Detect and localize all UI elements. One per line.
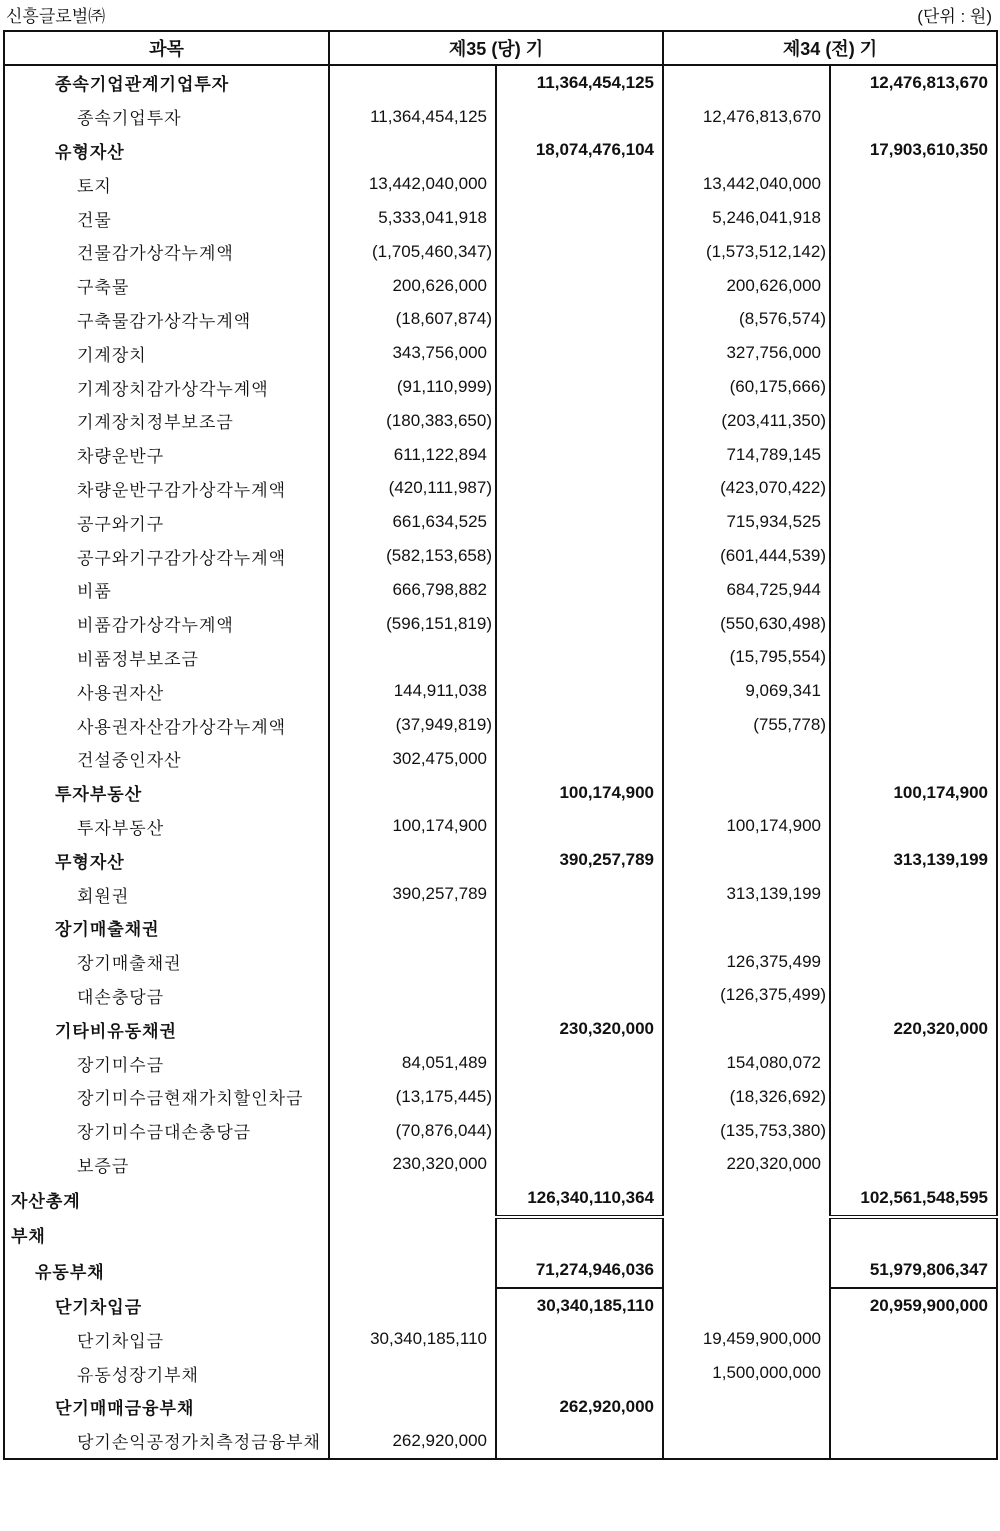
table-row — [4, 1356, 997, 1390]
table-row — [4, 979, 997, 1013]
current-subtotal-amount — [496, 1080, 663, 1114]
account-label: 장기미수금 — [4, 1046, 329, 1080]
current-detail-amount — [329, 911, 496, 945]
prior-subtotal-amount — [830, 573, 997, 607]
prior-subtotal-amount: 313,139,199 — [893, 850, 988, 870]
current-subtotal-amount — [496, 810, 663, 844]
current-subtotal-amount — [496, 877, 663, 911]
account-label: 유동부채 — [4, 1253, 329, 1288]
column-header-item: 과목 — [4, 31, 329, 65]
account-label: 비품 — [4, 573, 329, 607]
prior-detail-amount: 220,320,000 — [663, 1148, 830, 1182]
current-subtotal-amount — [496, 235, 663, 269]
prior-subtotal-amount — [830, 1217, 997, 1253]
current-subtotal-amount — [496, 742, 663, 776]
table-row — [4, 100, 997, 134]
account-label: 공구와기구감가상각누계액 — [4, 539, 329, 573]
prior-subtotal-amount — [830, 472, 997, 506]
prior-detail-amount: (550,630,498) — [663, 607, 830, 641]
prior-subtotal-amount — [830, 167, 997, 201]
prior-detail-amount: 100,174,900 — [663, 810, 830, 844]
current-subtotal-amount: 71,274,946,036 — [496, 1253, 663, 1288]
current-detail-amount: 302,475,000 — [329, 742, 496, 776]
prior-detail-amount — [663, 911, 830, 945]
account-label: 보증금 — [4, 1148, 329, 1182]
prior-detail-amount: 714,789,145 — [663, 438, 830, 472]
prior-detail-amount — [663, 1390, 830, 1424]
current-detail-amount — [329, 1181, 496, 1217]
prior-subtotal-amount — [830, 911, 997, 945]
current-detail-amount: 5,333,041,918 — [329, 201, 496, 235]
table-row — [4, 776, 997, 810]
current-subtotal-amount — [496, 945, 663, 979]
table-row — [4, 134, 997, 168]
table-row — [4, 674, 997, 708]
prior-detail-amount: (601,444,539) — [663, 539, 830, 573]
current-detail-amount: (91,110,999) — [329, 370, 496, 404]
current-detail-amount — [329, 1253, 496, 1288]
prior-detail-amount: (8,576,574) — [663, 303, 830, 337]
prior-detail-amount: (203,411,350) — [663, 404, 830, 438]
current-subtotal-amount — [496, 1114, 663, 1148]
account-label: 단기차입금 — [4, 1322, 329, 1356]
table-row — [4, 201, 997, 235]
current-detail-amount — [329, 65, 496, 100]
prior-detail-amount: (423,070,422) — [663, 472, 830, 506]
prior-detail-amount: 19,459,900,000 — [663, 1322, 830, 1356]
prior-detail-amount — [663, 134, 830, 168]
account-label: 종속기업투자 — [4, 100, 329, 134]
current-detail-amount: 611,122,894 — [329, 438, 496, 472]
prior-detail-amount: 327,756,000 — [663, 336, 830, 370]
current-detail-amount: 11,364,454,125 — [329, 100, 496, 134]
current-detail-amount: 100,174,900 — [329, 810, 496, 844]
current-detail-amount — [329, 1012, 496, 1046]
prior-detail-amount — [663, 1217, 830, 1253]
account-label: 공구와기구 — [4, 505, 329, 539]
prior-detail-amount: (1,573,512,142) — [663, 235, 830, 269]
table-row — [4, 438, 997, 472]
table-row — [4, 1181, 997, 1217]
prior-detail-amount — [663, 1012, 830, 1046]
account-label: 기계장치 — [4, 336, 329, 370]
account-label: 단기매매금융부채 — [4, 1390, 329, 1424]
account-label: 기계장치정부보조금 — [4, 404, 329, 438]
prior-subtotal-amount — [830, 810, 997, 844]
prior-detail-amount: 126,375,499 — [663, 945, 830, 979]
prior-detail-amount: (755,778) — [663, 708, 830, 742]
current-subtotal-amount — [496, 438, 663, 472]
account-label: 무형자산 — [4, 843, 329, 877]
current-subtotal-amount — [496, 674, 663, 708]
account-label: 장기미수금대손충당금 — [4, 1114, 329, 1148]
prior-subtotal-amount: 17,903,610,350 — [869, 140, 988, 160]
current-detail-amount — [329, 843, 496, 877]
prior-subtotal-amount: 102,561,548,595 — [830, 1181, 997, 1217]
prior-detail-amount: (60,175,666) — [663, 370, 830, 404]
prior-subtotal-amount — [830, 539, 997, 573]
current-subtotal-amount: 30,340,185,110 — [496, 1288, 663, 1323]
table-row — [4, 336, 997, 370]
table-row — [4, 539, 997, 573]
table-row — [4, 404, 997, 438]
prior-subtotal-amount — [830, 742, 997, 776]
account-label: 비품감가상각누계액 — [4, 607, 329, 641]
current-subtotal-amount — [496, 708, 663, 742]
prior-subtotal-amount — [830, 1322, 997, 1356]
table-row — [4, 65, 997, 100]
account-label: 유동성장기부채 — [4, 1356, 329, 1390]
table-row — [4, 1080, 997, 1114]
current-subtotal-amount: 390,257,789 — [496, 843, 663, 877]
current-subtotal-amount: 126,340,110,364 — [496, 1181, 663, 1217]
company-name: 신흥글로벌㈜ — [6, 7, 106, 26]
prior-detail-amount — [663, 843, 830, 877]
table-row — [4, 573, 997, 607]
table-row — [4, 843, 997, 877]
prior-detail-amount: 200,626,000 — [663, 269, 830, 303]
account-label: 당기손익공정가치측정금융부채 — [4, 1424, 329, 1459]
prior-subtotal-amount — [830, 877, 997, 911]
prior-subtotal-amount — [830, 1046, 997, 1080]
prior-detail-amount — [663, 1424, 830, 1459]
table-row — [4, 641, 997, 675]
current-subtotal-amount — [496, 607, 663, 641]
account-label: 종속기업관계기업투자 — [4, 65, 329, 100]
prior-subtotal-amount — [830, 1356, 997, 1390]
current-detail-amount — [329, 1217, 496, 1253]
account-label: 사용권자산 — [4, 674, 329, 708]
prior-detail-amount — [663, 776, 830, 810]
table-row — [4, 1288, 997, 1323]
account-label: 투자부동산 — [4, 810, 329, 844]
current-subtotal-amount — [496, 573, 663, 607]
current-subtotal-amount — [496, 1217, 663, 1253]
account-label: 토지 — [4, 167, 329, 201]
prior-detail-amount — [663, 1253, 830, 1288]
prior-detail-amount: 313,139,199 — [663, 877, 830, 911]
table-header-row — [4, 31, 997, 65]
current-detail-amount: (37,949,819) — [329, 708, 496, 742]
table-row — [4, 1424, 997, 1459]
current-detail-amount: 144,911,038 — [329, 674, 496, 708]
current-detail-amount: 230,320,000 — [329, 1148, 496, 1182]
current-detail-amount — [329, 1356, 496, 1390]
account-label: 사용권자산감가상각누계액 — [4, 708, 329, 742]
balance-sheet-table — [3, 30, 998, 1460]
prior-detail-amount — [663, 1181, 830, 1217]
current-subtotal-amount — [496, 404, 663, 438]
prior-subtotal-amount — [830, 235, 997, 269]
prior-detail-amount — [663, 65, 830, 100]
prior-subtotal-amount: 12,476,813,670 — [869, 72, 988, 92]
current-subtotal-amount — [496, 1148, 663, 1182]
prior-detail-amount: (15,795,554) — [663, 641, 830, 675]
prior-detail-amount: (135,753,380) — [663, 1114, 830, 1148]
current-detail-amount: (1,705,460,347) — [329, 235, 496, 269]
current-detail-amount: 661,634,525 — [329, 505, 496, 539]
current-subtotal-amount — [496, 979, 663, 1013]
prior-subtotal-amount — [830, 641, 997, 675]
current-subtotal-amount: 11,364,454,125 — [496, 65, 663, 100]
prior-detail-amount: 715,934,525 — [663, 505, 830, 539]
current-subtotal-amount — [496, 269, 663, 303]
prior-subtotal-amount — [830, 201, 997, 235]
current-subtotal-amount — [496, 1356, 663, 1390]
table-row — [4, 810, 997, 844]
table-row — [4, 1046, 997, 1080]
prior-detail-amount: 5,246,041,918 — [663, 201, 830, 235]
current-subtotal-amount — [496, 303, 663, 337]
current-subtotal-amount: 100,174,900 — [496, 776, 663, 810]
current-detail-amount: 30,340,185,110 — [329, 1322, 496, 1356]
current-subtotal-amount: 18,074,476,104 — [496, 134, 663, 168]
prior-subtotal-amount: 51,979,806,347 — [830, 1253, 997, 1288]
table-row — [4, 472, 997, 506]
prior-subtotal-amount — [830, 269, 997, 303]
current-subtotal-amount — [496, 641, 663, 675]
prior-detail-amount: (126,375,499) — [663, 979, 830, 1013]
table-row — [4, 505, 997, 539]
table-row — [4, 1322, 997, 1356]
current-detail-amount — [329, 979, 496, 1013]
account-label: 건물감가상각누계액 — [4, 235, 329, 269]
prior-detail-amount: (18,326,692) — [663, 1080, 830, 1114]
current-detail-amount: 84,051,489 — [329, 1046, 496, 1080]
current-subtotal-amount — [496, 201, 663, 235]
prior-subtotal-amount — [830, 1424, 997, 1459]
current-detail-amount — [329, 134, 496, 168]
current-detail-amount — [329, 945, 496, 979]
prior-subtotal-amount — [830, 370, 997, 404]
prior-subtotal-amount — [830, 438, 997, 472]
table-row — [4, 235, 997, 269]
prior-subtotal-amount — [830, 505, 997, 539]
account-label: 유형자산 — [4, 134, 329, 168]
table-row — [4, 167, 997, 201]
account-label: 기계장치감가상각누계액 — [4, 370, 329, 404]
account-label: 자산총계 — [4, 1181, 329, 1217]
account-label: 단기차입금 — [4, 1288, 329, 1323]
current-detail-amount: (420,111,987) — [329, 472, 496, 506]
account-label: 차량운반구감가상각누계액 — [4, 472, 329, 506]
prior-subtotal-amount: 100,174,900 — [893, 782, 988, 802]
account-label: 장기미수금현재가치할인차금 — [4, 1080, 329, 1114]
table-body — [4, 65, 997, 1459]
prior-detail-amount: 154,080,072 — [663, 1046, 830, 1080]
prior-subtotal-amount — [830, 1390, 997, 1424]
table-row — [4, 877, 997, 911]
account-label: 비품정부보조금 — [4, 641, 329, 675]
prior-subtotal-amount — [830, 708, 997, 742]
current-detail-amount: 262,920,000 — [329, 1424, 496, 1459]
table-row — [4, 303, 997, 337]
table-row — [4, 1253, 997, 1288]
current-subtotal-amount — [496, 167, 663, 201]
current-subtotal-amount — [496, 100, 663, 134]
account-label: 기타비유동채권 — [4, 1012, 329, 1046]
account-label: 건물 — [4, 201, 329, 235]
current-detail-amount: (70,876,044) — [329, 1114, 496, 1148]
prior-subtotal-amount — [830, 1080, 997, 1114]
prior-subtotal-amount — [830, 303, 997, 337]
current-detail-amount — [329, 776, 496, 810]
prior-subtotal-amount — [830, 1148, 997, 1182]
current-detail-amount: (13,175,445) — [329, 1080, 496, 1114]
account-label: 구축물 — [4, 269, 329, 303]
table-row — [4, 607, 997, 641]
column-header-prior-period: 제34 (전) 기 — [663, 31, 997, 65]
current-detail-amount: (180,383,650) — [329, 404, 496, 438]
current-subtotal-amount — [496, 370, 663, 404]
current-detail-amount: 666,798,882 — [329, 573, 496, 607]
prior-subtotal-amount — [830, 336, 997, 370]
current-subtotal-amount: 262,920,000 — [496, 1390, 663, 1424]
current-detail-amount — [329, 1288, 496, 1323]
current-subtotal-amount — [496, 911, 663, 945]
prior-subtotal-amount — [830, 945, 997, 979]
table-row — [4, 1148, 997, 1182]
current-subtotal-amount — [496, 1322, 663, 1356]
current-detail-amount: 390,257,789 — [329, 877, 496, 911]
account-label: 투자부동산 — [4, 776, 329, 810]
prior-detail-amount: 9,069,341 — [663, 674, 830, 708]
table-row — [4, 911, 997, 945]
current-detail-amount: 200,626,000 — [329, 269, 496, 303]
table-row — [4, 708, 997, 742]
prior-detail-amount: 12,476,813,670 — [663, 100, 830, 134]
current-detail-amount: (582,153,658) — [329, 539, 496, 573]
table-row — [4, 742, 997, 776]
table-row — [4, 945, 997, 979]
account-label: 장기매출채권 — [4, 945, 329, 979]
table-row — [4, 1114, 997, 1148]
account-label: 장기매출채권 — [4, 911, 329, 945]
prior-subtotal-amount — [830, 1114, 997, 1148]
prior-detail-amount: 13,442,040,000 — [663, 167, 830, 201]
table-row — [4, 1012, 997, 1046]
table-row — [4, 1217, 997, 1253]
prior-detail-amount — [663, 742, 830, 776]
unit-label: (단위 : 원) — [917, 7, 992, 26]
prior-detail-amount: 684,725,944 — [663, 573, 830, 607]
table-row — [4, 370, 997, 404]
account-label: 구축물감가상각누계액 — [4, 303, 329, 337]
current-detail-amount — [329, 1390, 496, 1424]
account-label: 건설중인자산 — [4, 742, 329, 776]
current-detail-amount: 343,756,000 — [329, 336, 496, 370]
account-label: 차량운반구 — [4, 438, 329, 472]
table-row — [4, 1390, 997, 1424]
prior-subtotal-amount — [830, 607, 997, 641]
current-subtotal-amount — [496, 1046, 663, 1080]
prior-detail-amount — [663, 1288, 830, 1323]
prior-subtotal-amount — [830, 100, 997, 134]
current-detail-amount — [329, 641, 496, 675]
current-detail-amount: (596,151,819) — [329, 607, 496, 641]
current-detail-amount: (18,607,874) — [329, 303, 496, 337]
current-subtotal-amount: 230,320,000 — [496, 1012, 663, 1046]
current-subtotal-amount — [496, 505, 663, 539]
account-label: 회원권 — [4, 877, 329, 911]
current-subtotal-amount — [496, 539, 663, 573]
prior-subtotal-amount: 20,959,900,000 — [869, 1295, 988, 1315]
prior-detail-amount: 1,500,000,000 — [663, 1356, 830, 1390]
account-label: 대손충당금 — [4, 979, 329, 1013]
current-detail-amount: 13,442,040,000 — [329, 167, 496, 201]
table-row — [4, 269, 997, 303]
account-label: 부채 — [4, 1217, 329, 1253]
prior-subtotal-amount — [830, 674, 997, 708]
prior-subtotal-amount — [830, 979, 997, 1013]
prior-subtotal-amount: 220,320,000 — [893, 1019, 988, 1039]
current-subtotal-amount — [496, 1424, 663, 1459]
current-subtotal-amount — [496, 336, 663, 370]
current-subtotal-amount — [496, 472, 663, 506]
column-header-current-period: 제35 (당) 기 — [329, 31, 663, 65]
prior-subtotal-amount — [830, 404, 997, 438]
